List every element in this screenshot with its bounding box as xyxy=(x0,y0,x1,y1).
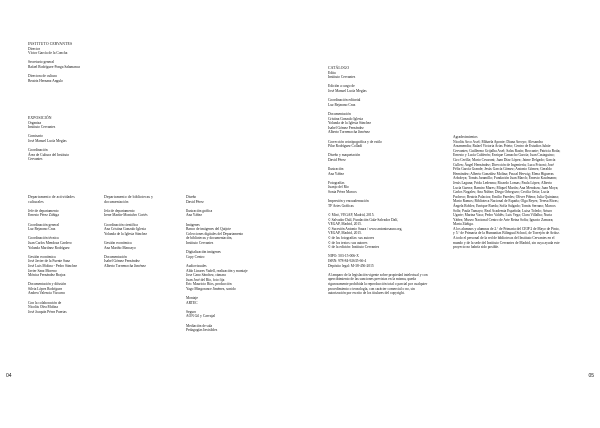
credit-entry xyxy=(328,181,428,195)
credit-entry xyxy=(328,167,428,176)
credit-name: José Joaquín Pérez Puertas xyxy=(28,309,67,314)
dept-cultural-column xyxy=(28,195,100,319)
credit-name: Yolanda de la Iglesia Sánchez xyxy=(104,231,147,236)
credit-entry xyxy=(186,250,276,259)
credit-entry xyxy=(186,310,276,319)
credit-name: Banco de imágenes del Quijote xyxy=(186,227,231,232)
closing-paragraph-2: A todo el personal de la red de bibliotecas del Instituto Cervantes en el mundo y de la sede del Instituto Cervantes de Madrid, sin cuya ayuda este proyecto no habría sido posible. xyxy=(453,236,560,250)
expo-title: EXPOSICIÓN xyxy=(28,116,52,120)
credit-role: Documentación xyxy=(328,111,351,116)
id-line: Depósito legal: M-38-456-2015 xyxy=(328,263,374,268)
dept-library-heading xyxy=(104,195,180,204)
credit-name: Cervantes xyxy=(28,157,43,162)
credit-entry xyxy=(28,121,138,130)
heading-line: Departamento de bibliotecas y xyxy=(104,195,154,199)
credit-role: Montaje xyxy=(186,296,198,301)
credit-name: Juanjo del Río xyxy=(328,185,349,190)
credit-name: Yago Mingorance Jiménez, sonido xyxy=(186,286,236,291)
copyright-line: © Miró, VEGAP, Madrid, 2015. xyxy=(328,213,375,217)
credit-role: Digitalización imágenes xyxy=(186,250,221,255)
credit-entry xyxy=(186,223,276,246)
credit-entry xyxy=(328,98,428,107)
credit-entry xyxy=(328,140,428,149)
credit-role: Ilustración xyxy=(328,167,344,172)
credit-entry xyxy=(28,134,138,143)
credit-name: Isabel Gómez Fernández xyxy=(104,259,140,264)
credit-entry xyxy=(28,60,138,69)
heading-line: Departamento de actividades xyxy=(28,195,75,199)
credit-role: Jefa de departamento xyxy=(104,208,135,213)
legal-disclaimer: Al amparo de la legislación vigente sobre propiedad intelectual y con apercibimiento de las sanciones previstas en la misma, queda rigurosamente prohibida la reproducción total o parcial por cualquier procedimiento o tecnología, con carácter comercial o no, sin autorización por escrito de los titulares del copyright. xyxy=(328,272,428,296)
credit-role: Documentación y difusión xyxy=(28,282,67,287)
credit-role: Diseño y maquetación xyxy=(328,153,361,158)
credit-role: Diseño xyxy=(186,195,197,199)
credit-name: Jose Cano Sánchez, cámara xyxy=(186,273,226,278)
credit-name: Juan Carlos Mendoza Cardero xyxy=(28,240,72,245)
credit-name: Nicolás Olea Molina xyxy=(28,305,58,310)
credit-name: Aldo Linares Vadell, realización y montaje xyxy=(186,268,248,273)
credit-name: Pedagogías Invisibles xyxy=(186,328,218,333)
credit-entry xyxy=(28,223,100,232)
credit-entry xyxy=(186,324,276,333)
copyright-line: © de las fotografías: sus autores xyxy=(328,235,375,240)
credit-name: de bibliotecas y documentación, xyxy=(186,236,233,241)
instituto-title: INSTITUTO CERVANTES xyxy=(28,42,73,46)
credit-name: Javier Sanz Moreno xyxy=(28,268,57,273)
credit-name: Mónica Fernández Brajoa xyxy=(28,273,66,278)
credit-name: Área de Cultura del Instituto xyxy=(28,152,70,157)
credit-name: Yolanda de la Iglesia Sánchez xyxy=(328,121,371,126)
credit-role: Imágenes xyxy=(186,222,200,227)
credit-entry xyxy=(186,195,276,204)
credit-name: José Javier de la Fuente Sanz xyxy=(28,259,71,264)
heading-line: culturales xyxy=(28,199,44,204)
credit-name: José Luis Molina - Pedro Sánchez xyxy=(28,263,78,268)
credit-entry xyxy=(104,209,180,218)
credit-name: Yolanda Martínez Rodríguez xyxy=(28,245,70,250)
credit-name: Ernesto Pérez Zúñiga xyxy=(28,213,59,218)
credit-role: Jefe de departamento xyxy=(28,208,59,213)
credit-name: Sonia Pérez Marcos xyxy=(328,190,357,195)
credit-role: Edición a cargo de xyxy=(328,84,355,89)
copyright-line: © de la edición: Instituto Cervantes xyxy=(328,245,380,250)
credit-role: Coordinación técnica xyxy=(28,236,59,241)
credit-entry xyxy=(28,236,100,250)
credit-name: Luz Bejarano Cruz xyxy=(28,227,56,232)
credit-name: Irene Martín-Montalvo Cortés xyxy=(104,213,148,218)
right-page xyxy=(300,0,600,428)
credit-entry xyxy=(328,84,428,93)
id-line: ISBN: 978-84-92635-66-4 xyxy=(328,258,367,263)
dept-library-column xyxy=(104,195,180,273)
credit-name: Luz Bejarano Cruz xyxy=(328,102,356,107)
credit-role: Directora de cultura xyxy=(28,74,57,79)
credit-entry xyxy=(28,282,100,296)
credit-name: Instituto Cervantes xyxy=(328,75,356,80)
copyright-line: © de los textos: sus autores xyxy=(328,240,368,245)
id-line: NIPO: 503-15-006-X xyxy=(328,254,359,259)
credit-name: David Pérez xyxy=(186,199,204,204)
credit-entry xyxy=(28,74,138,83)
credit-name: Alberto Torremocha Jiménez xyxy=(104,263,146,268)
page-number-left: 04 xyxy=(6,373,12,379)
credit-entry xyxy=(104,255,180,269)
credit-name: Cristina Gonzalo Iglesia xyxy=(328,116,363,121)
credit-entry xyxy=(328,199,428,208)
credit-entry xyxy=(28,47,138,56)
credit-name: Ana Yáñez xyxy=(186,213,202,218)
catalog-entries xyxy=(328,71,428,209)
credit-role: Secretario general xyxy=(28,60,55,65)
credit-name: Copy Centro xyxy=(186,254,205,259)
dept-cultural-heading xyxy=(28,195,100,204)
dept-library-entries xyxy=(104,209,180,269)
credit-entry xyxy=(186,296,276,305)
acknowledgements-column xyxy=(453,135,561,250)
credit-role: Impresión y encuadernación xyxy=(328,199,369,204)
instituto-block xyxy=(28,42,138,88)
credit-name: José Manuel Lucía Megías xyxy=(28,138,67,143)
credit-name: José Manuel Lucía Megías xyxy=(328,88,367,93)
credit-name: TF Artes Gráficas xyxy=(328,203,354,208)
credit-entry xyxy=(328,112,428,135)
catalog-title: CATÁLOGO xyxy=(328,66,350,70)
credit-name: ARTEC xyxy=(186,300,198,305)
expo-block xyxy=(28,116,138,167)
credit-name: Pilar Rodríguez Colladí xyxy=(328,144,363,149)
copyright-line: VEGAP, Madrid, 2015. xyxy=(328,231,362,236)
copyright-line: © Salvador Dalí, Fundación Gala-Salvador Dalí, xyxy=(328,217,399,222)
publication-ids xyxy=(328,254,428,268)
credit-role: Gestión económica xyxy=(104,240,132,245)
credit-name: Víctor García de la Concha xyxy=(28,51,68,56)
credit-role: Audiovisuales xyxy=(186,263,207,268)
credit-name: AON Gil y Carvajal xyxy=(186,314,216,319)
credit-entry xyxy=(186,209,276,218)
credit-role: Fotografías xyxy=(328,180,345,185)
credit-role: Edita xyxy=(328,70,336,75)
page-number-right: 05 xyxy=(588,373,594,379)
credit-name: Ana Cristina Gonzalo Iglesia xyxy=(104,227,146,232)
credit-role: Organiza xyxy=(28,120,42,125)
credit-name: Colecciones digitales del Departamento xyxy=(186,231,244,236)
credit-role: Comisario xyxy=(28,134,43,139)
credit-role: Ilustración gráfica xyxy=(186,208,213,213)
copyright-notices xyxy=(328,213,428,250)
credit-entry xyxy=(104,241,180,250)
closing-paragraph-1: A los alumnos y alumnas de 2.º de Primaria del CEIP 2 de Mayo de Pinto, y 5.º de Primaria de la Humanitas Bilingual School, de Torrejón de Ardoz. xyxy=(453,226,560,236)
acknowledgements-list: Nicolás Arco Axel; Mihaela Aponte; Diana Arroyo; Alexandra Arzamendia; Rafael Victoria Arias Prieto; Centro de Estudios Iuhúe Cervantes; Guillermo Grijalba Axel; Salas Rasín; Brocante; Patricia Botía; Ernesto y Lucía Calderón; Enrique Camacho García; Juan Castaguino; Ciro Cerilla; Mario Cesaroni; Juan Díaz López; Jaime Delgado; García Cullen; Ángel Hernández; Dirección de Ingeniería; Luca Frisoni; José Félix García Grande; Jesús García Gómez; Antonio Gómez; Geraldo Hernández; Alberto González Molina; Pascal Herwig; Elena Higueras Arboleya; Tomás Jaramillo; Fundación Juan March; Ernesto Kaufmann; Jesús Laguna; Frida Ledesma; Ricardo Lomas; Paula López; Alberto Lucía Guerra; Ramiro Mares; Miquel Martín; Ana Mendoza; Juan Moya; Carlos Nogales; Ana Núñez; Diego Orbegozo; Cecilia Ortiz; Lucía Pacheco; Beatriz Palacios; Emilio Paredes; Oliver Piñera; Julia Quintana; Mario Ramos; Biblioteca Nacional de España; Olga Reyes; Teresa Rivas; Ángela Robles; Enrique Rueda; Sofía Salgado; Tomás Serrano; Marcos Solís; Paula Tamayo; Real Academia Española; Luisa Toledo; Arturo Ugarte; Marina Vaca; Pedro Valdés; Luis Vega; Clara Villalba; Nuria Yáñez; Museo Nacional Centro de Arte Reina Sofía; Ignacio Zamora; Marta Zúñiga. xyxy=(453,139,561,227)
copyright-line: © Sucesión Antonio Saura / www.antoniosaura.org, xyxy=(328,226,403,231)
credit-name: Rafael Rodríguez-Ponga Salamanca xyxy=(28,64,80,69)
credit-role: Director xyxy=(28,46,40,51)
credit-name: Ana Mariño Mancayo xyxy=(104,245,136,250)
catalog-column xyxy=(328,66,428,296)
credit-name: Alberto Torremocha Jiménez xyxy=(328,130,370,135)
credit-role: Coordinación científica xyxy=(104,222,138,227)
credit-role: Seguro xyxy=(186,309,197,314)
instituto-entries xyxy=(28,47,138,84)
credit-role: Gestión económica xyxy=(28,254,56,259)
credit-role: Coordinación editorial xyxy=(328,98,361,103)
credits-entries xyxy=(186,195,276,333)
credit-role: Coordinación xyxy=(28,148,48,153)
credit-entry xyxy=(28,148,138,162)
credit-entry xyxy=(104,223,180,237)
dept-cultural-entries xyxy=(28,209,100,315)
credit-name: Beatriz Hernanz Angulo xyxy=(28,78,63,83)
credit-entry xyxy=(328,153,428,162)
credit-role: Mediación de sala xyxy=(186,323,213,328)
credits-column xyxy=(186,195,276,337)
credit-name: Instituto Cervantes xyxy=(186,240,214,245)
credit-name: Juan José del Río, foto fija xyxy=(186,277,225,282)
credit-entry xyxy=(28,209,100,218)
credit-name: Ana Yáñez xyxy=(328,171,344,176)
credit-entry xyxy=(186,264,276,292)
credit-role: Con la colaboración de xyxy=(28,300,62,305)
credit-name: David Pérez xyxy=(328,157,346,162)
credit-entry xyxy=(328,71,428,80)
credit-role: Coordinación general xyxy=(28,222,60,227)
expo-entries xyxy=(28,121,138,162)
credit-name: Silvia López Rodríguez xyxy=(28,286,63,291)
credit-role: Documentación xyxy=(104,254,127,259)
credit-role: Corrección ortotipográfica y de estilo xyxy=(328,139,382,144)
credit-entry xyxy=(28,255,100,278)
credit-name: Isabel Gómez Fernández xyxy=(328,125,364,130)
heading-line: documentación xyxy=(104,199,129,204)
credit-entry xyxy=(28,301,100,315)
copyright-line: VEGAP, Madrid, 2015. xyxy=(328,222,362,227)
credit-name: Andrea Valencia Vizcarra xyxy=(28,291,65,296)
credit-name: Eric Mauricio Ríos, producción xyxy=(186,282,232,287)
acknowledgements-title: Agradecimientos xyxy=(453,135,478,139)
credit-name: Instituto Cervantes xyxy=(28,125,56,130)
